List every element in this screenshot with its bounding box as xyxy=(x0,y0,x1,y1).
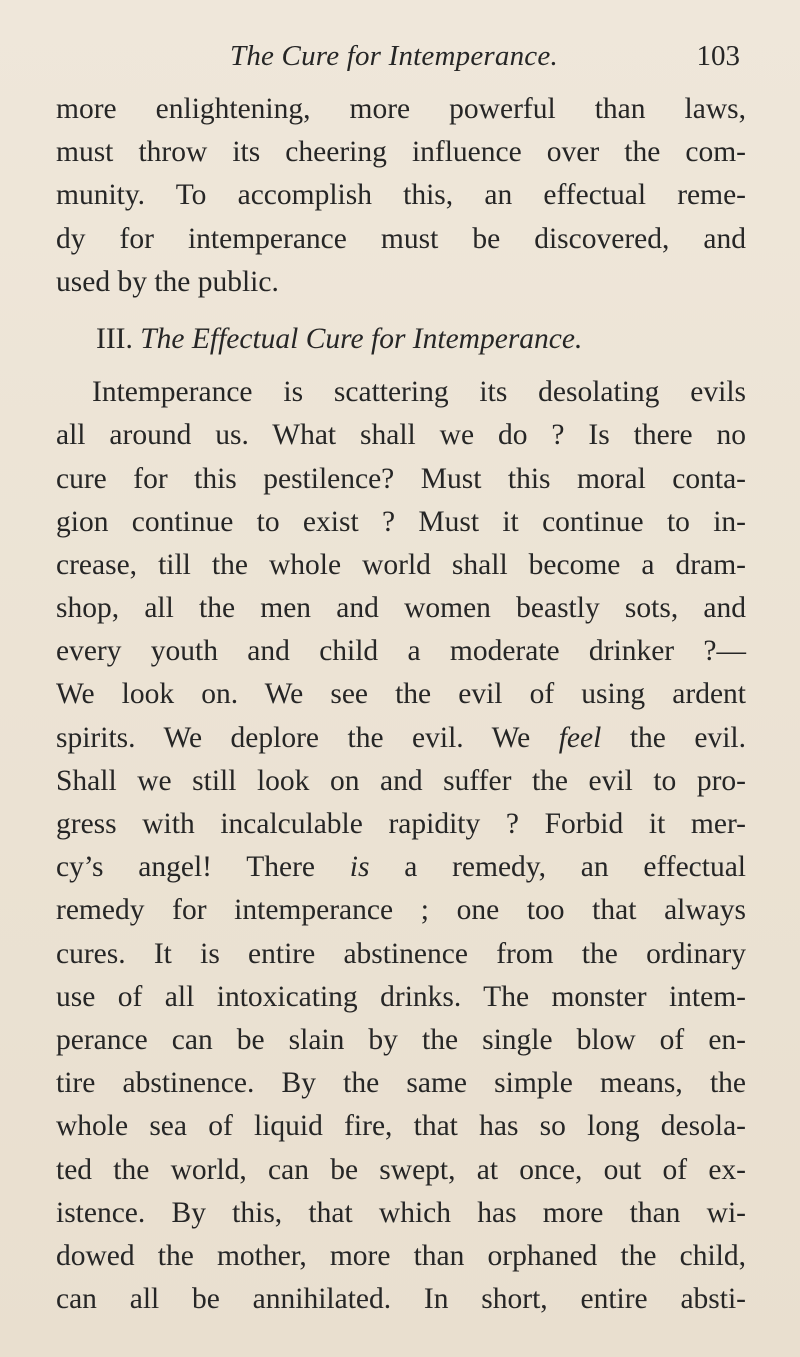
text-line: must throw its cheering influence over the com- xyxy=(56,136,746,169)
text-line: all around us. What shall we do ? Is there no xyxy=(56,419,746,452)
text-line: remedy for intemperance ; one too that always xyxy=(56,894,746,927)
text-line: cures. It is entire abstinence from the ordinary xyxy=(56,937,746,970)
text-run: spirits. We deplore the evil. We xyxy=(56,721,531,754)
text-line: Shall we still look on and suffer the evil to pro- xyxy=(56,764,746,797)
text-line: cure for this pestilence? Must this moral conta- xyxy=(56,462,746,495)
emphasis: feel xyxy=(558,721,602,754)
running-head xyxy=(60,40,740,80)
text-line: used by the public. xyxy=(56,265,279,298)
page-number: 103 xyxy=(696,40,740,72)
text-line: shop, all the men and women beastly sots, and xyxy=(56,592,746,625)
text-line: Intemperance is scattering its desolating evils xyxy=(92,376,746,409)
running-title: The Cure for Intemperance. xyxy=(230,40,558,72)
text-line: gion continue to exist ? Must it continue to in- xyxy=(56,505,746,538)
text-line: dy for intemperance must be discovered, and xyxy=(56,222,746,255)
text-line: tire abstinence. By the same simple means, the xyxy=(56,1067,746,1100)
text-line: whole sea of liquid fire, that has so long desola- xyxy=(56,1110,746,1143)
text-line: gress with incalculable rapidity ? Forbid it mer- xyxy=(56,808,746,840)
text-line: every youth and child a moderate drinker ?— xyxy=(56,635,746,668)
text-line: munity. To accomplish this, an effectual reme- xyxy=(56,179,746,212)
text-line: ted the world, can be swept, at once, out of ex- xyxy=(56,1153,746,1186)
body-text xyxy=(56,88,746,1321)
text-run: a remedy, an effectual xyxy=(404,851,747,884)
text-run: the evil. xyxy=(629,721,746,754)
text-line: can all be annihilated. In short, entire absti- xyxy=(56,1283,746,1316)
section-heading xyxy=(56,318,746,361)
text-line: perance can be slain by the single blow of en- xyxy=(56,1023,746,1056)
text-line: dowed the mother, more than orphaned the child, xyxy=(56,1239,746,1272)
text-line: use of all intoxicating drinks. The monster intem- xyxy=(56,980,746,1013)
section-numeral: III. xyxy=(96,322,133,355)
text-line: crease, till the whole world shall become a dram- xyxy=(56,548,746,581)
text-line: istence. By this, that which has more than wi- xyxy=(56,1196,746,1229)
section-title: The Effectual Cure for Intemperance. xyxy=(140,322,583,355)
text-run: cy’s angel! There xyxy=(56,851,316,884)
emphasis: is xyxy=(349,851,370,884)
text-line: more enlightening, more powerful than laws, xyxy=(56,93,746,125)
text-line: We look on. We see the evil of using ardent xyxy=(56,678,746,711)
text-line xyxy=(56,846,746,889)
text-line xyxy=(56,717,746,760)
